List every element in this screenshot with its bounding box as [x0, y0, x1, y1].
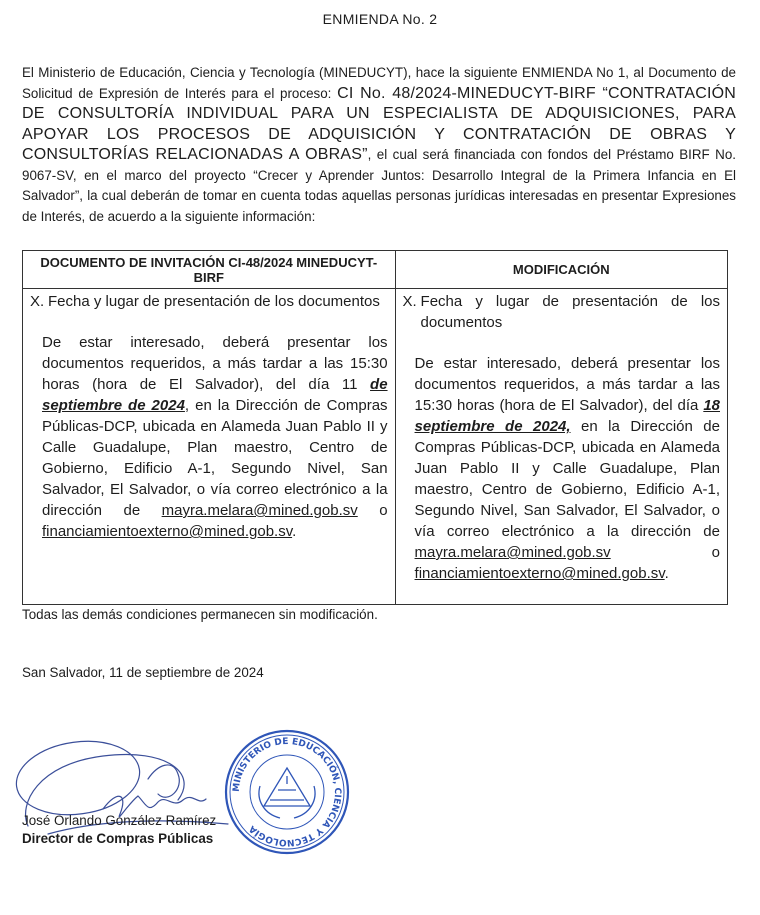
email-link-primary[interactable]: mayra.melara@mined.gob.sv [161, 502, 358, 519]
text-segment: o [357, 502, 388, 519]
text-segment: . [664, 565, 669, 582]
text-segment: De estar interesado, deberá presentar los documentos requeridos, a más tardar [414, 355, 720, 393]
table-header-row [23, 251, 728, 289]
section-title: Fecha y lugar de presentación de los documentos [420, 293, 720, 331]
deadline-time: a las 15:30 horas (hora de El Salvador), del día 11 [42, 355, 388, 393]
section-number: X. [30, 293, 45, 310]
section-title: Fecha y lugar de presentación de los documentos [48, 293, 380, 310]
intro-text-end: , el cual será financiada con fondos del Préstamo BIRF No. 9067-SV, en el marco del proyecto “Crecer y Aprender Juntos: Desarrollo Integral de la Primera Infancia en El Salvador”, la cual deberán de tomar en cuenta todas aquellas personas jurídicas interesadas en presentar Expresiones de Interés, de acuerdo a la siguiente información: [22, 147, 736, 224]
deadline-date: 18 septiembre de 2024, [414, 397, 720, 435]
intro-text-start: El Ministerio de Educación, Ciencia y Tecnología (MINEDUCYT), hace la siguiente ENMIENDA No 1, al Documento de Solicitud de Expresión de Interés para el proceso: [22, 65, 736, 101]
place-date: San Salvador, 11 de septiembre de 2024 [22, 665, 264, 680]
signer-name: José Orlando González Ramírez [22, 813, 217, 828]
header-modification: MODIFICACIÓN [395, 251, 727, 289]
modification-cell [395, 289, 727, 605]
section-heading [30, 291, 388, 312]
deadline-date: de septiembre de 2024 [42, 376, 388, 414]
email-link-secondary[interactable]: financiamientoexterno@mined.gob.sv [42, 523, 293, 540]
deadline-time: a las 15:30 horas (hora de El Salvador), del día [414, 376, 721, 414]
section-number: X. [402, 293, 417, 310]
header-original-document: DOCUMENTO DE INVITACIÓN CI-48/2024 MINEDUCYT-BIRF [23, 251, 396, 289]
signature-block [22, 812, 216, 848]
original-cell [23, 289, 396, 605]
text-segment: . [292, 523, 297, 540]
text-segment: o [610, 544, 720, 561]
process-name: CI No. 48/2024-MINEDUCYT-BIRF “CONTRATACIÓN DE CONSULTORÍA INDIVIDUAL PARA UN ESPECIALISTA DE ADQUISICIONES, PARA APOYAR LOS PROCESOS DE ADQUISICIÓN Y CONTRATACIÓN DE OBRAS Y CONSULTORÍAS RELACIONADAS A OBRAS” [22, 84, 736, 163]
email-link-secondary[interactable]: financiamientoexterno@mined.gob.sv [414, 565, 665, 582]
email-link-primary[interactable]: mayra.melara@mined.gob.sv [414, 544, 611, 561]
modification-text [403, 353, 720, 584]
text-segment: en la Dirección de Compras Públicas-DCP, ubicada en Alameda Juan Pablo II y Calle Guadalupe, Plan maestro, Centro de Gobierno, Edificio A-1, Segundo Nivel, San Salvador, El Salvador, o vía correo electrónico a la dirección de [414, 418, 720, 540]
amendment-table [22, 250, 728, 605]
original-text [30, 332, 388, 542]
svg-text:MINISTERIO DE EDUCACIÓN, CIENC [232, 737, 342, 847]
intro-paragraph [22, 63, 736, 227]
text-segment: , en la Dirección de Compras Públicas-DCP, ubicada en Alameda Juan Pablo II y Calle Guadalupe, Plan maestro, Centro de Gobierno, Edificio A-1, Segundo Nivel, San Salvador, El Salvador, o vía correo electrónico a la dirección de [42, 397, 388, 519]
table-row [23, 289, 728, 605]
closing-statement: Todas las demás condiciones permanecen sin modificación. [22, 607, 378, 622]
document-title: ENMIENDA No. 2 [322, 11, 438, 27]
institution-seal [222, 728, 352, 856]
signer-role: Director de Compras Públicas [22, 831, 214, 846]
text-segment: De estar interesado, deberá presentar los documentos requeridos, a más tardar [42, 334, 388, 372]
section-heading [403, 291, 720, 333]
seal-text: MINISTERIO DE EDUCACIÓN, CIENCIA Y TECNOLOGÍA [231, 736, 343, 848]
